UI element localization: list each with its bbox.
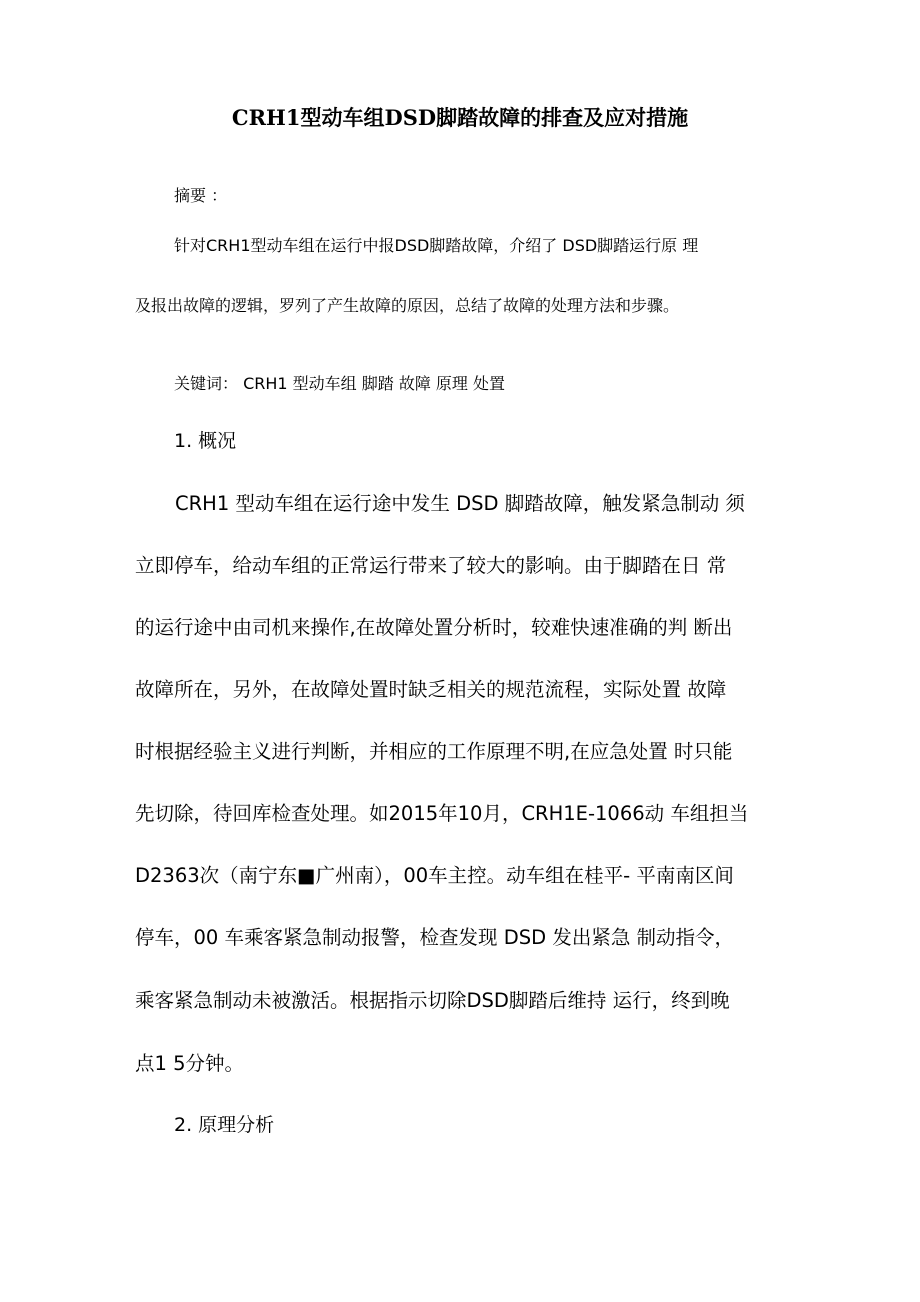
abstract-label: 摘要 ： (174, 186, 228, 205)
body-line: 故障所在，另外，在故障处置时缺乏相关的规范流程，实际处置 故障 (135, 678, 727, 701)
body-line: 先切除，待回库检查处理。如2015年10月，CRH1E-1066动 车组担当 (135, 802, 749, 825)
section-heading: 2. 原理分析 (174, 1114, 275, 1136)
keywords: 关键词： CRH1 型动车组 脚踏 故障 原理 处置 (174, 374, 506, 393)
body-line: 立即停车，给动车组的正常运行带来了较大的影响。由于脚踏在日 常 (135, 554, 727, 577)
body-line: D2363次（南宁东■广州南），00车主控。动车组在桂平- 平南南区间 (135, 864, 734, 887)
body-line: 点1 5分钟。 (135, 1052, 245, 1075)
section-heading: 1. 概况 (174, 430, 237, 452)
abstract-line: 针对CRH1型动车组在运行中报DSD脚踏故障，介绍了 DSD脚踏运行原 理 (174, 236, 699, 255)
abstract-line: 及报出故障的逻辑，罗列了产生故障的原因，总结了故障的处理方法和步骤。 (135, 296, 680, 315)
body-line: 时根据经验主义进行判断，并相应的工作原理不明,在应急处置 时只能 (135, 740, 733, 763)
document-title: CRH1型动车组DSD脚踏故障的排查及应对措施 (231, 105, 689, 130)
body-line: 的运行途中由司机来操作,在故障处置分析时，较难快速准确的判 断出 (135, 616, 733, 639)
body-line: CRH1 型动车组在运行途中发生 DSD 脚踏故障，触发紧急制动 须 (175, 492, 745, 515)
body-line: 乘客紧急制动未被激活。根据指示切除DSD脚踏后维持 运行，终到晚 (135, 989, 730, 1012)
body-line: 停车，00 车乘客紧急制动报警，检查发现 DSD 发出紧急 制动指令， (135, 926, 735, 949)
